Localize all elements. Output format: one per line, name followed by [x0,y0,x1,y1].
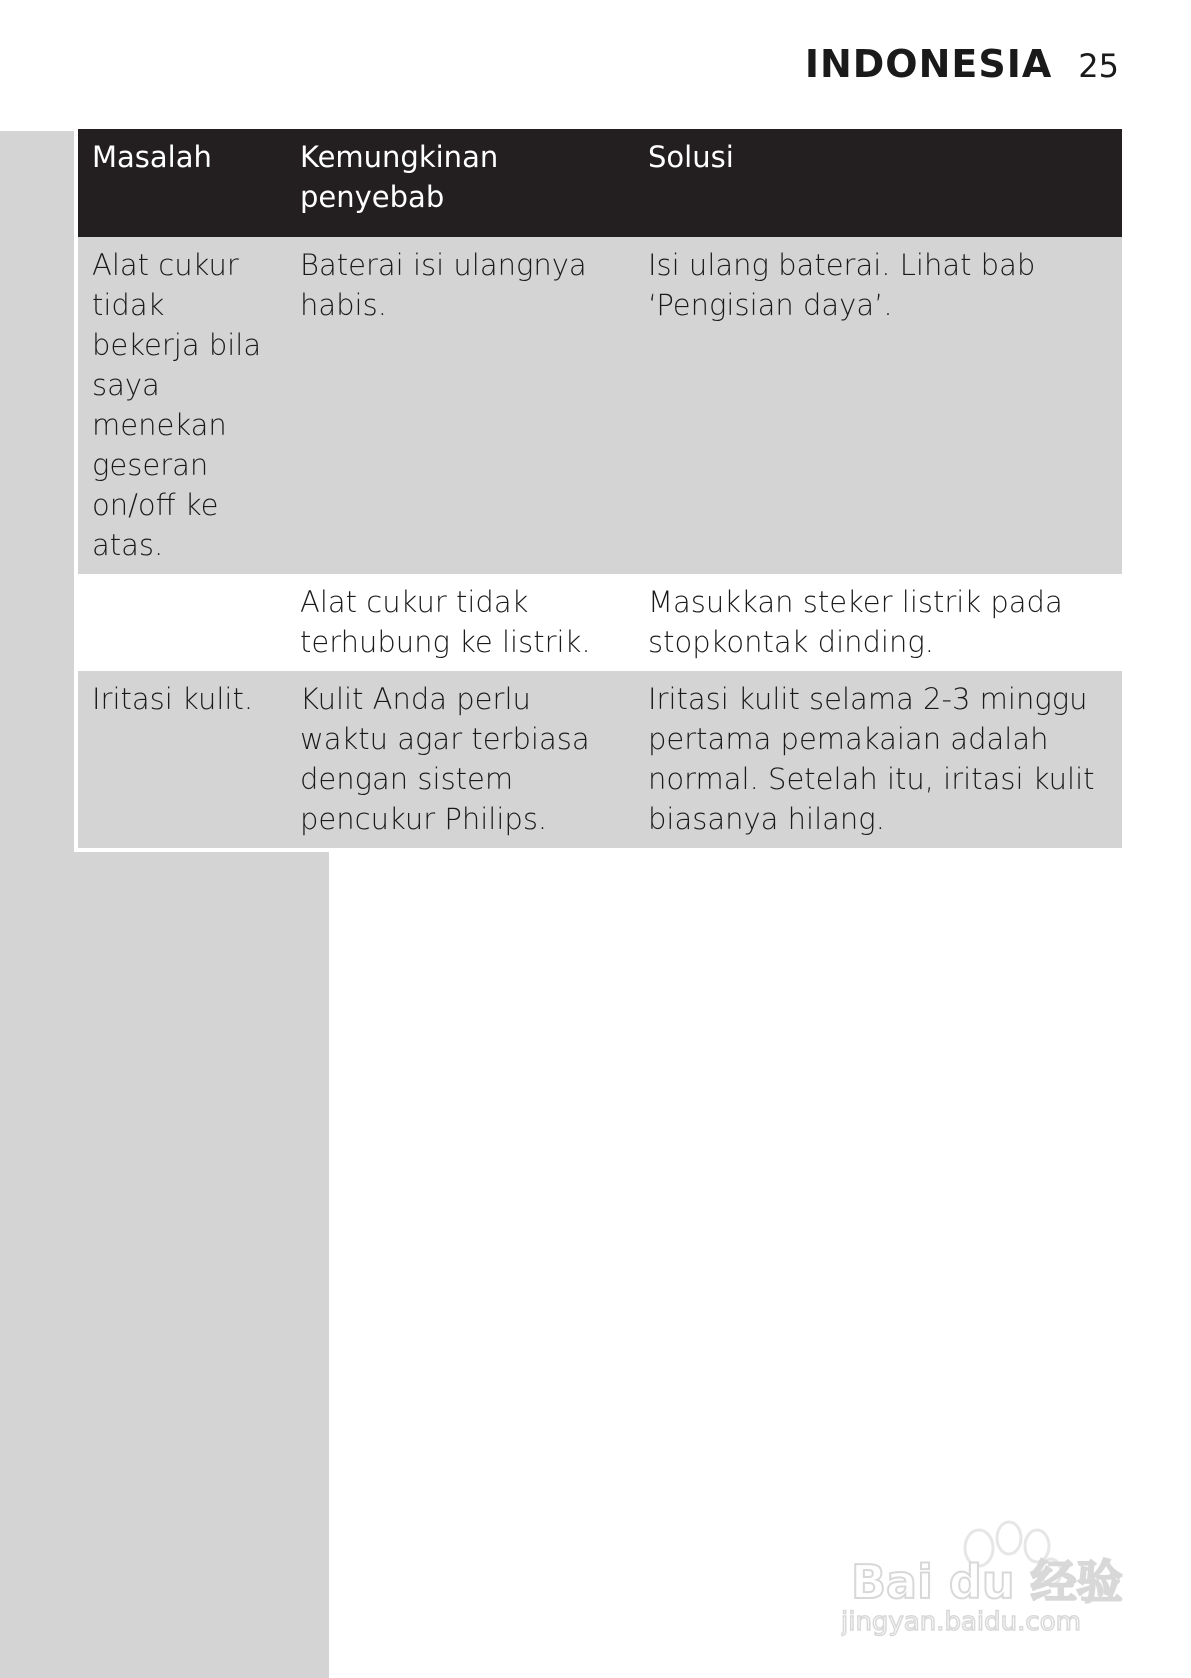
table-row [78,237,1122,574]
section-title: INDONESIA [804,42,1053,86]
watermark-brand: Bai du 经验 [851,1555,1123,1609]
page-number: 25 [1078,47,1119,85]
problem-cell [78,574,286,671]
table-row [78,671,1122,848]
column-header-problem: Masalah [78,129,286,237]
solution-cell: Iritasi kulit selama 2-3 minggu pertama pemakaian adalah normal. Setelah itu, iritasi kulit biasanya hilang. [634,671,1122,848]
cause-cell: Baterai isi ulangnya habis. [286,237,634,574]
solution-cell: Masukkan steker listrik pada stopkontak dinding. [634,574,1122,671]
baidu-watermark-logo [841,1488,1141,1638]
table-header-row [78,129,1122,237]
cause-cell: Alat cukur tidak terhubung ke listrik. [286,574,634,671]
page-header [805,42,1119,86]
problem-cell: Alat cukur tidak bekerja bila saya menekan geseran on/off ke atas. [78,237,286,574]
table-row [78,574,1122,671]
column-header-cause: Kemungkinan penyebab [286,129,634,237]
column-header-solution: Solusi [634,129,1122,237]
problem-cell: Iritasi kulit. [78,671,286,848]
troubleshooting-table-frame [74,129,1126,852]
cause-cell: Kulit Anda perlu waktu agar terbiasa dengan sistem pencukur Philips. [286,671,634,848]
solution-cell: Isi ulang baterai. Lihat bab ‘Pengisian daya’. [634,237,1122,574]
troubleshooting-table [78,129,1122,848]
watermark-url: jingyan.baidu.com [841,1607,1081,1637]
